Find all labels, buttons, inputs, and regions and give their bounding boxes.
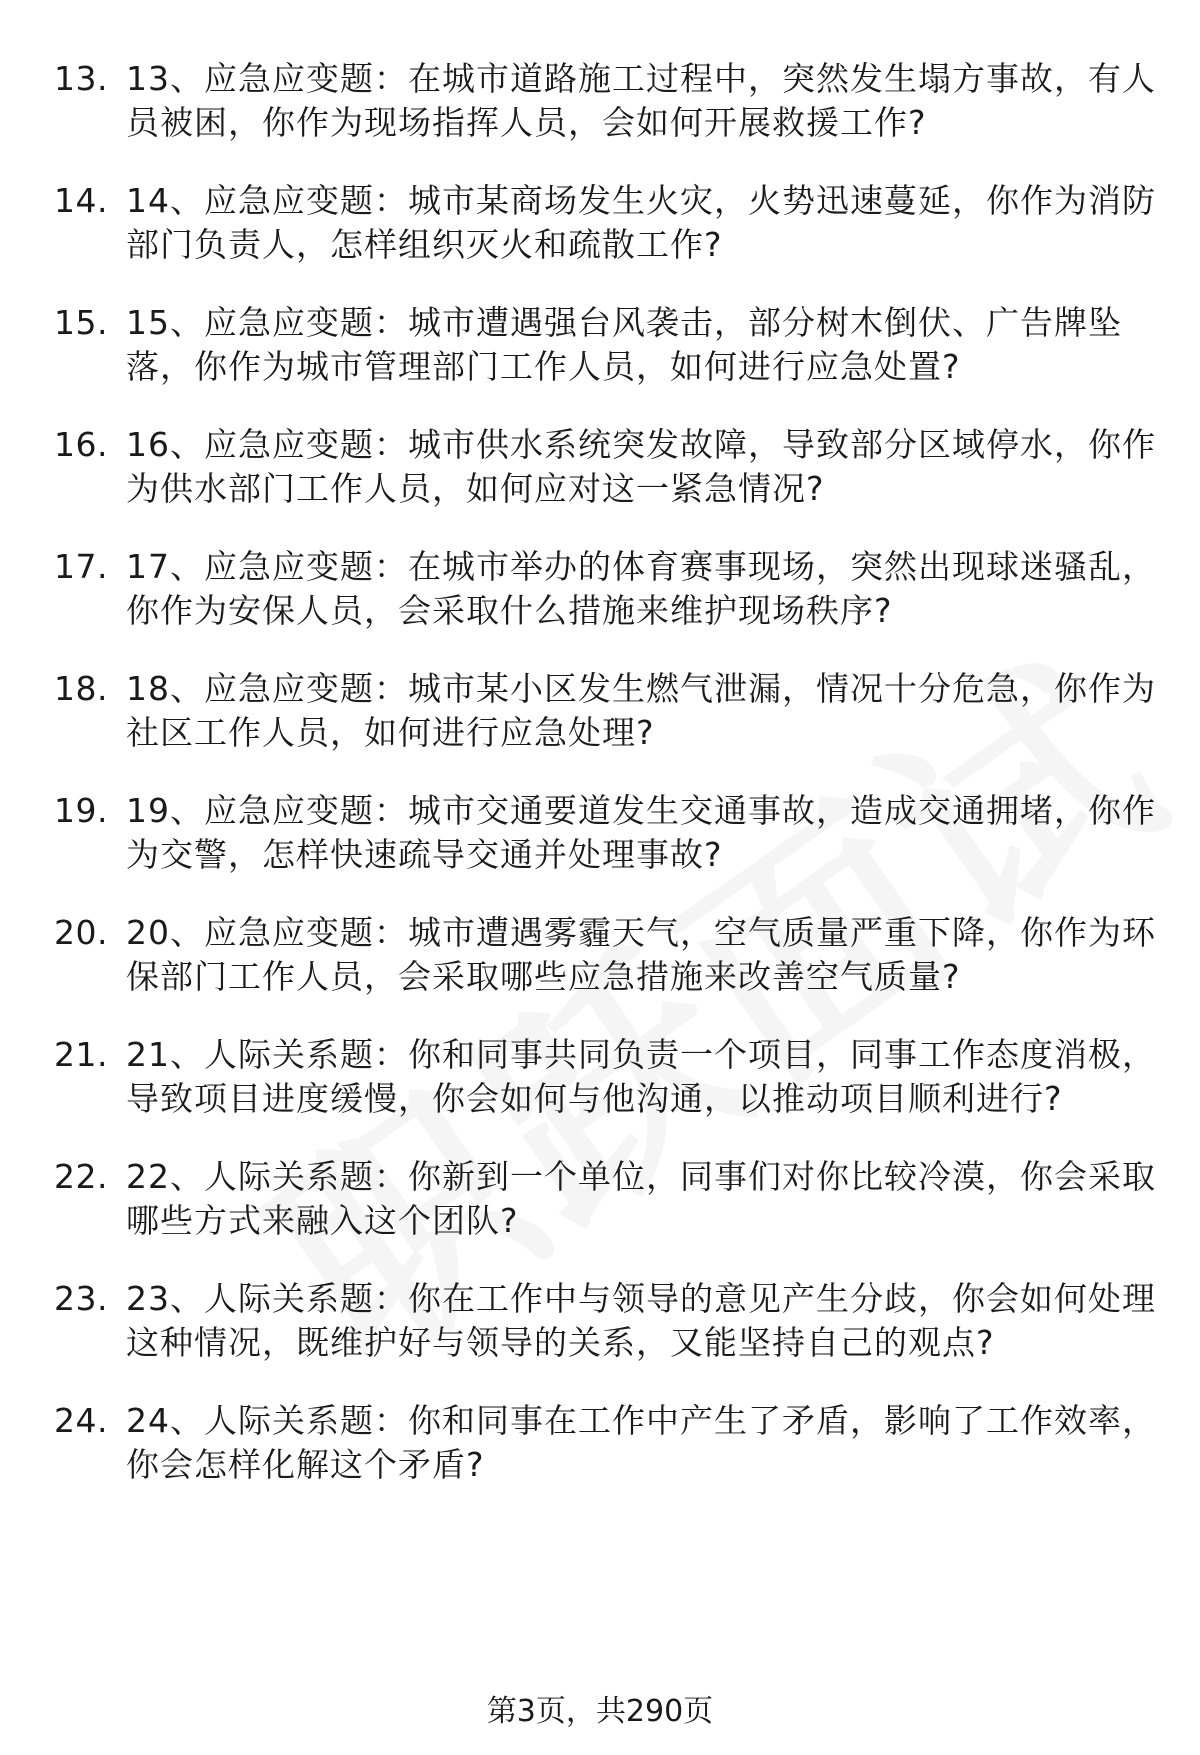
list-item-text: 20、应急应变题：城市遭遇雾霾天气，空气质量严重下降，你作为环保部门工作人员，会采取哪些应急措施来改善空气质量? [126, 913, 1156, 996]
list-item-text: 16、应急应变题：城市供水系统突发故障，导致部分区域停水，你作为供水部门工作人员，如何应对这一紧急情况? [126, 425, 1156, 508]
list-item-number: 17. [54, 547, 108, 586]
list-item [0, 57, 1200, 145]
list-item-text: 23、人际关系题：你在工作中与领导的意见产生分歧，你会如何处理这种情况，既维护好与领导的关系，又能坚持自己的观点? [126, 1279, 1156, 1362]
list-item [0, 1399, 1200, 1487]
list-item-text: 19、应急应变题：城市交通要道发生交通事故，造成交通拥堵，你作为交警，怎样快速疏导交通并处理事故? [126, 791, 1156, 874]
list-item-number: 21. [54, 1035, 108, 1074]
list-item [0, 545, 1200, 633]
list-item-text: 22、人际关系题：你新到一个单位，同事们对你比较冷漠，你会采取哪些方式来融入这个团队? [126, 1157, 1156, 1240]
list-item [0, 1277, 1200, 1365]
list-item-number: 18. [54, 669, 108, 708]
list-item-text: 17、应急应变题：在城市举办的体育赛事现场，突然出现球迷骚乱，你作为安保人员，会采取什么措施来维护现场秩序? [126, 547, 1156, 630]
list-item [0, 1033, 1200, 1121]
list-item [0, 301, 1200, 389]
list-item [0, 911, 1200, 999]
list-item-text: 15、应急应变题：城市遭遇强台风袭击，部分树木倒伏、广告牌坠落，你作为城市管理部门工作人员，如何进行应急处置? [126, 303, 1122, 386]
list-item [0, 179, 1200, 267]
list-item-text: 24、人际关系题：你和同事在工作中产生了矛盾，影响了工作效率，你会怎样化解这个矛盾? [126, 1401, 1156, 1484]
list-item-number: 20. [54, 913, 108, 952]
list-item-number: 24. [54, 1401, 108, 1440]
list-item-number: 22. [54, 1157, 108, 1196]
list-item-text: 14、应急应变题：城市某商场发生火灾，火势迅速蔓延，你作为消防部门负责人，怎样组织灭火和疏散工作? [126, 181, 1156, 264]
list-item-number: 15. [54, 303, 108, 342]
list-item-text: 13、应急应变题：在城市道路施工过程中，突然发生塌方事故，有人员被困，你作为现场指挥人员，会如何开展救援工作? [126, 59, 1156, 142]
list-item-text: 18、应急应变题：城市某小区发生燃气泄漏，情况十分危急，你作为社区工作人员，如何进行应急处理? [126, 669, 1156, 752]
list-item [0, 789, 1200, 877]
question-list [0, 57, 1200, 1521]
list-item-number: 16. [54, 425, 108, 464]
page-number-footer: 第3页，共290页 [486, 1694, 714, 1729]
list-item [0, 1155, 1200, 1243]
list-item-number: 13. [54, 59, 108, 98]
list-item [0, 667, 1200, 755]
list-item-number: 14. [54, 181, 108, 220]
list-item-number: 19. [54, 791, 108, 830]
list-item [0, 423, 1200, 511]
list-item-number: 23. [54, 1279, 108, 1318]
list-item-text: 21、人际关系题：你和同事共同负责一个项目，同事工作态度消极，导致项目进度缓慢，你会如何与他沟通，以推动项目顺利进行? [126, 1035, 1156, 1118]
